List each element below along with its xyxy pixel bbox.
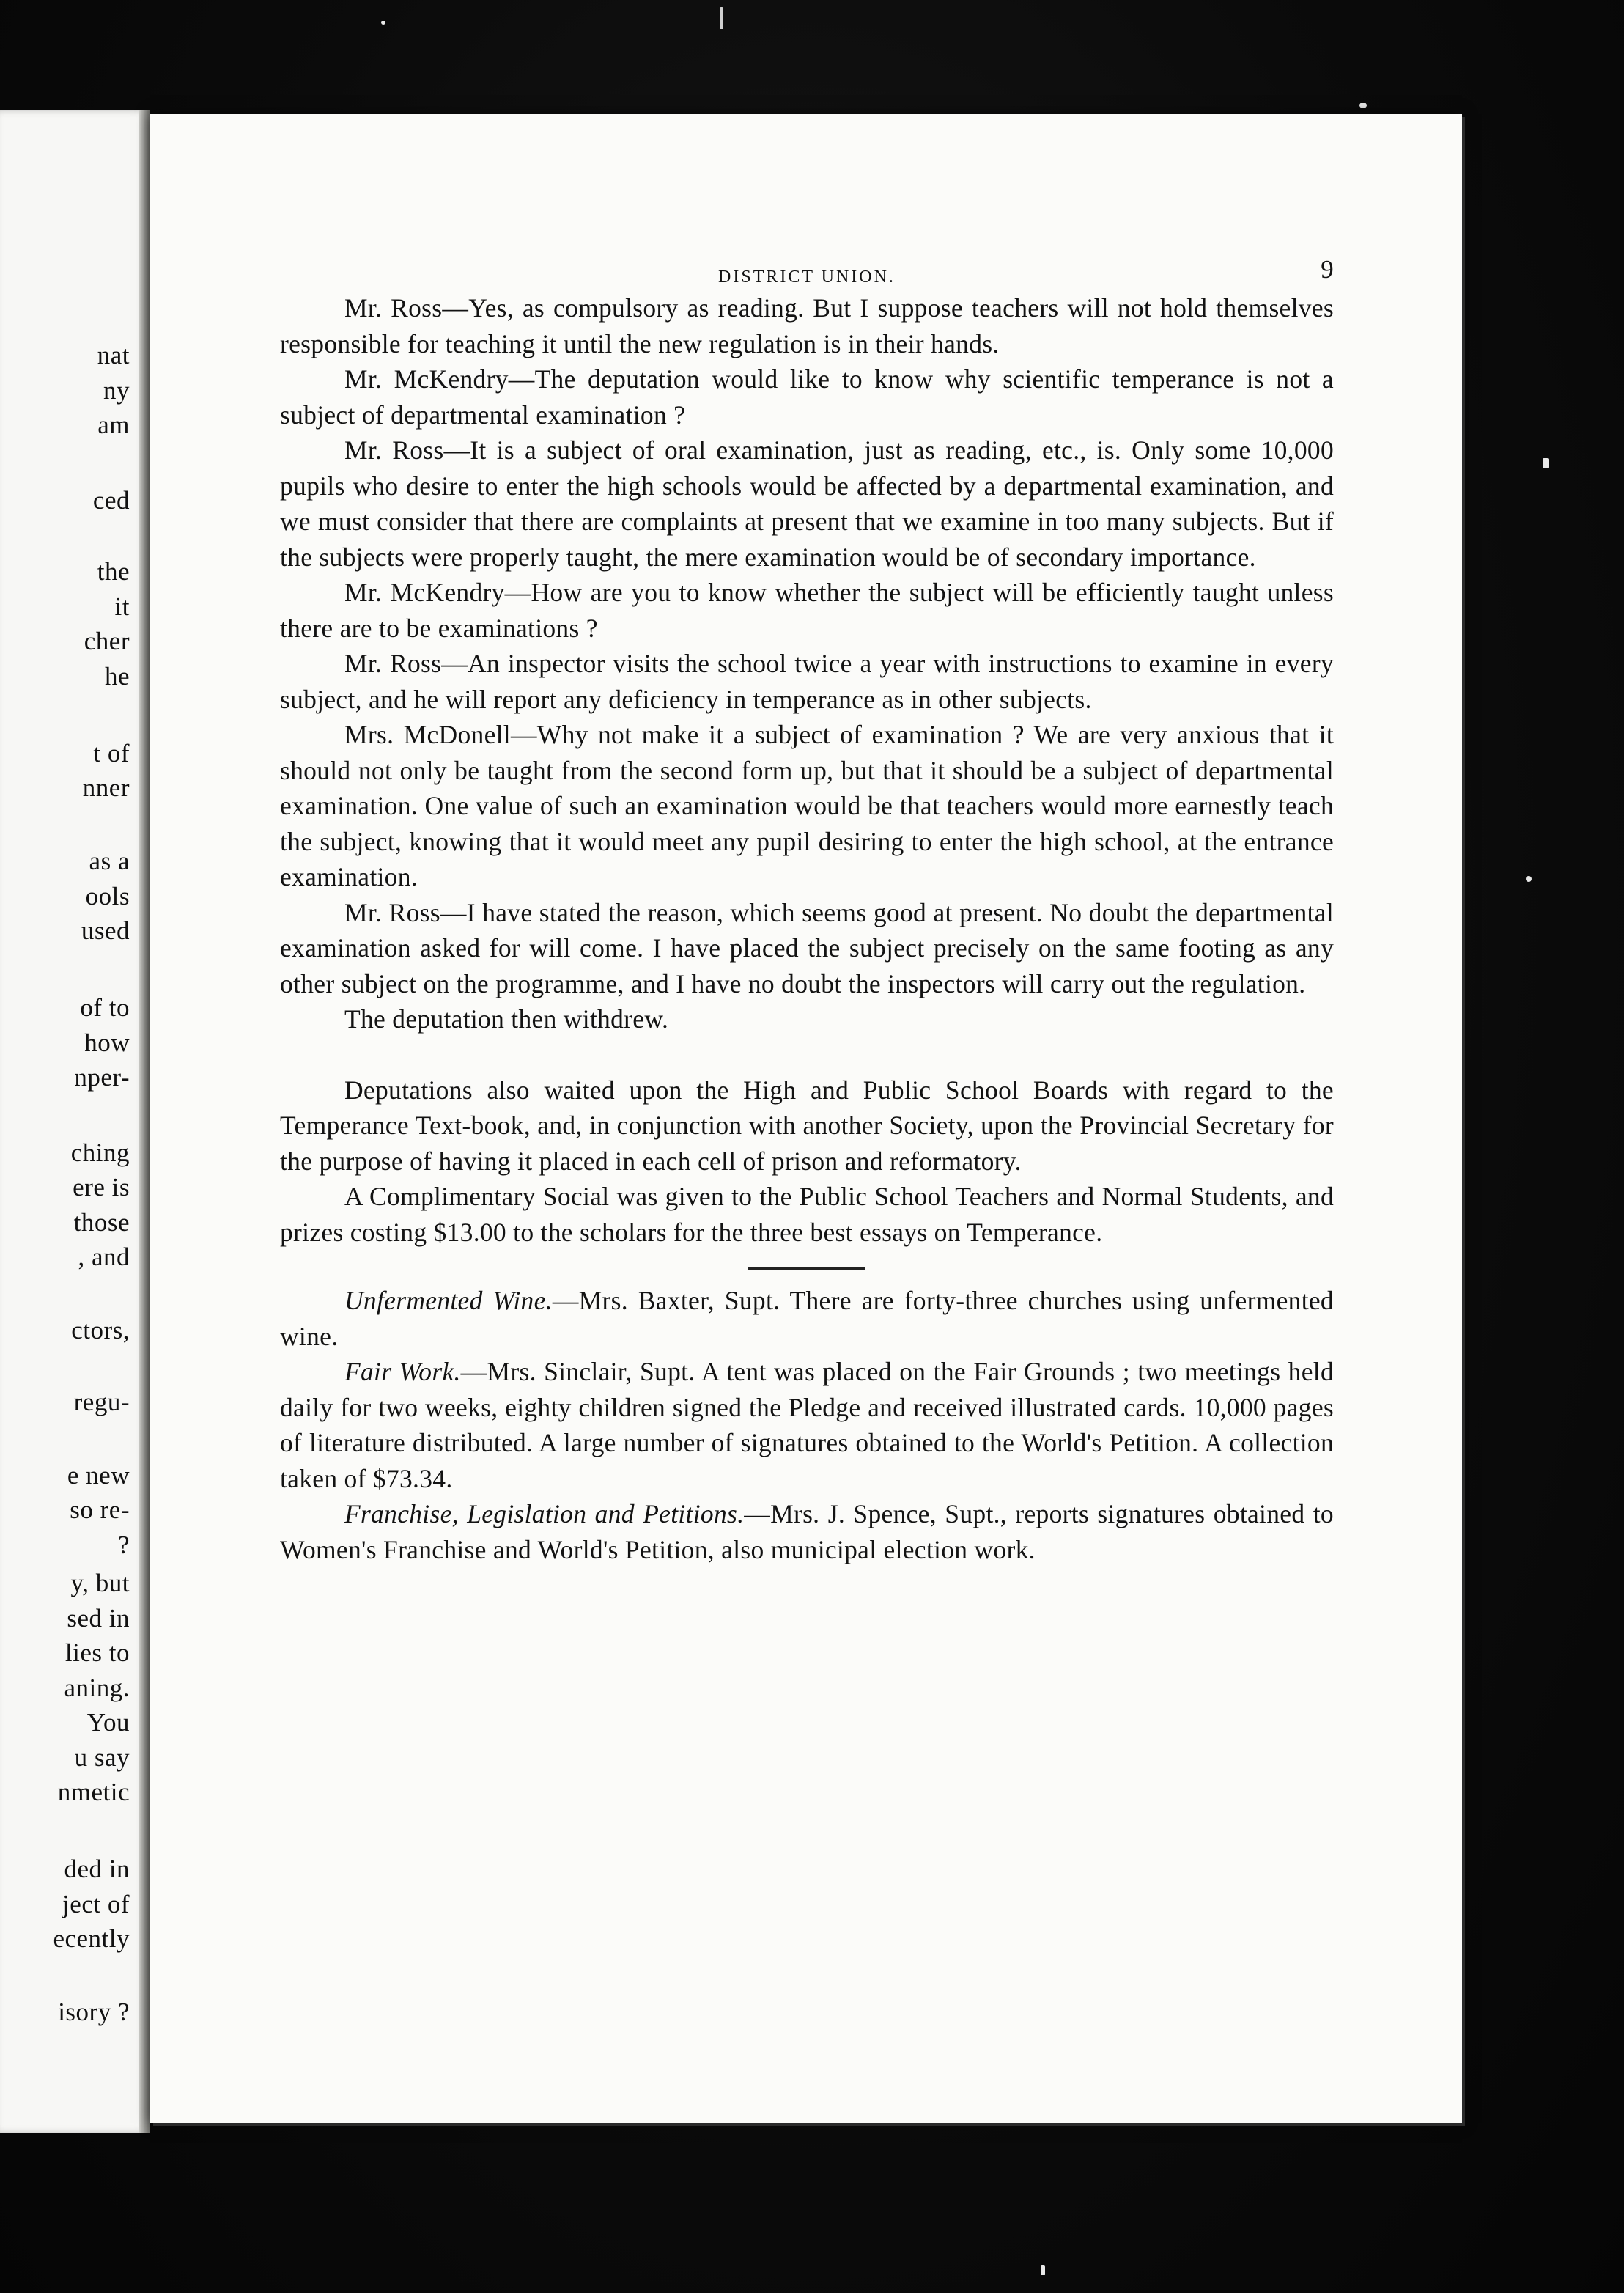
dust-speck	[1359, 103, 1367, 108]
paragraph: Mr. Ross—An inspector visits the school twice a year with instructions to examine in every subject, and he will report any deficiency in temperance as in other subjects.	[280, 649, 1334, 714]
section-divider	[748, 1267, 865, 1270]
previous-page-line: ny	[103, 376, 130, 405]
report-heading: Fair Work.	[344, 1357, 461, 1386]
previous-page-line: y, but	[70, 1569, 130, 1597]
previous-page-line: nner	[82, 773, 130, 802]
previous-page-line: , and	[78, 1243, 130, 1271]
previous-page-line: ching	[70, 1138, 130, 1167]
previous-page-line: cher	[84, 627, 130, 655]
previous-page-line: am	[97, 411, 130, 439]
report-text: —Mrs. Sinclair, Supt. A tent was placed on the Fair Grounds ; two meetings held daily for two weeks, eighty children signed the Pledge and received illustrated cards. 10,000 pages of literature distributed. A large number of signatures obtained to the World's Petition. A collection taken of $73.34.	[280, 1357, 1334, 1493]
dust-speck	[1526, 876, 1532, 882]
previous-page-line: of to	[80, 993, 130, 1022]
paragraph: Deputations also waited upon the High and Public School Boards with regard to the Temperance Text-book, and, in conjunction with another Society, upon the Provincial Secretary for the purpose of having it placed in each cell of prison and reformatory.	[280, 1075, 1334, 1176]
previous-page-line: ?	[117, 1531, 130, 1559]
previous-page-line: e new	[67, 1461, 130, 1490]
previous-page-line: so re-	[70, 1495, 130, 1524]
previous-page-line: regu-	[73, 1388, 130, 1416]
previous-page-line: as a	[89, 847, 130, 875]
running-title: DISTRICT UNION.	[718, 268, 896, 287]
report-text: —Mrs. Baxter, Supt. There are forty-three churches using unfermented wine.	[280, 1286, 1334, 1351]
paragraph: Mr. Ross—I have stated the reason, which seems good at present. No doubt the departmental examination asked for will come. I have placed the subject precisely on the same footing as any other subject on the programme, and I have no doubt the inspectors will carry out the regulation.	[280, 897, 1334, 998]
report-entry	[280, 1283, 1334, 1354]
previous-page-line: he	[104, 662, 130, 691]
previous-page-line: t of	[93, 739, 130, 768]
previous-page-line: ded in	[64, 1855, 130, 1883]
previous-page-line: nper-	[74, 1063, 130, 1092]
previous-page-line: You	[86, 1708, 130, 1737]
previous-page-line: ced	[92, 486, 130, 515]
dust-speck	[381, 21, 385, 25]
previous-page-line: it	[114, 592, 130, 621]
previous-page-strip	[0, 110, 150, 2133]
previous-page-line: those	[73, 1208, 130, 1237]
previous-page-line: lies to	[64, 1638, 130, 1667]
previous-page-line: the	[97, 557, 130, 586]
paragraph: Mrs. McDonell—Why not make it a subject of examination ? We are very anxious that it should not only be taught from the second form up, but that it should be a subject of departmental examination. One value of such an examination would be that teachers would more earnestly teach the subject, knowing that it would meet any pupil desiring to enter the high school, at the entrance examination.	[280, 720, 1334, 891]
previous-page-line: nat	[97, 341, 130, 369]
paragraph: The deputation then withdrew.	[344, 1004, 669, 1034]
previous-page-line: ere is	[73, 1173, 130, 1201]
body-text	[280, 290, 1334, 1567]
report-entry	[280, 1496, 1334, 1567]
dust-speck	[720, 7, 723, 29]
dust-speck	[1543, 458, 1549, 468]
report-heading: Franchise, Legislation and Petitions.	[344, 1499, 745, 1528]
previous-page-line: used	[81, 916, 130, 945]
previous-page-line: ools	[85, 882, 130, 910]
paragraph: Mr. McKendry—The deputation would like to know why scientific temperance is not a subject of departmental examination ?	[280, 364, 1334, 430]
paragraph: Mr. Ross—It is a subject of oral examination, just as reading, etc., is. Only some 10,000 pupils who desire to enter the high schools would be affected by a departmental examination, and we must consider that there are complaints at present that we examine in too many subjects. But if the subjects were properly taught, the mere examination would be of secondary importance.	[280, 435, 1334, 572]
previous-page-line: ctors,	[71, 1316, 130, 1344]
previous-page-line: nmetic	[57, 1778, 130, 1806]
previous-page-line: ject of	[62, 1890, 130, 1918]
document-page	[150, 114, 1462, 2123]
previous-page-line: ecently	[53, 1924, 130, 1953]
previous-page-line: aning.	[64, 1674, 130, 1702]
previous-page-line: how	[84, 1028, 130, 1057]
report-entry	[280, 1354, 1334, 1496]
previous-page-line: u say	[74, 1743, 130, 1772]
paragraph: Mr. McKendry—How are you to know whether the subject will be efficiently taught unless there are to be examinations ?	[280, 578, 1334, 643]
page-gutter	[139, 110, 150, 2133]
report-heading: Unfermented Wine.	[344, 1286, 553, 1315]
previous-page-line: sed in	[67, 1604, 130, 1633]
page-number: 9	[1321, 255, 1334, 284]
dust-speck	[1041, 2265, 1045, 2275]
paragraph: Mr. Ross—Yes, as compulsory as reading. But I suppose teachers will not hold themselves responsible for teaching it until the new regulation is in their hands.	[280, 293, 1334, 358]
report-text: —Mrs. J. Spence, Supt., reports signatures obtained to Women's Franchise and World's Petition, also municipal election work.	[280, 1499, 1334, 1564]
running-head	[280, 252, 1334, 287]
paragraph: A Complimentary Social was given to the Public School Teachers and Normal Students, and prizes costing $13.00 to the scholars for the three best essays on Temperance.	[280, 1182, 1334, 1247]
previous-page-line: isory ?	[58, 1998, 130, 2026]
